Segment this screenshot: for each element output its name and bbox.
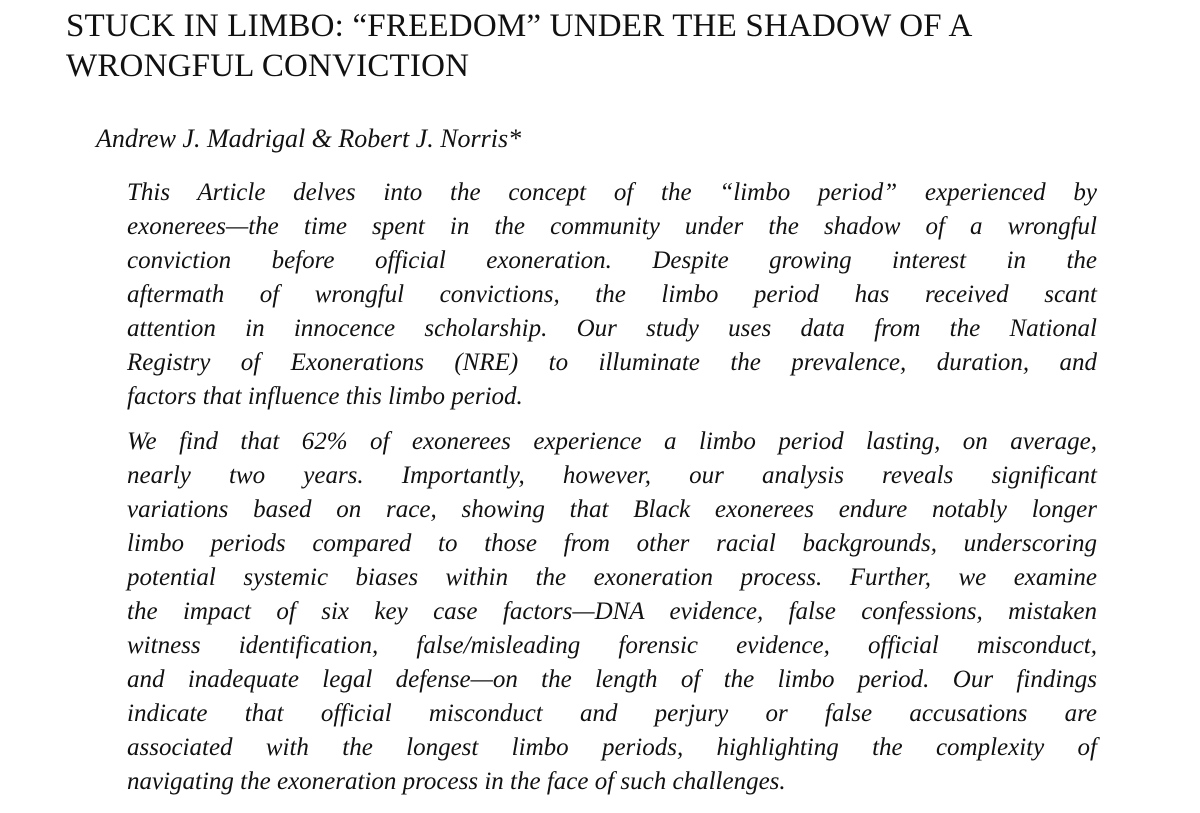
abstract-line: factors that influence this limbo period.	[127, 383, 523, 410]
abstract-line: exonerees—the time spent in the community under the shadow of a wrongful	[127, 213, 1097, 240]
abstract-line: and inadequate legal defense—on the length of the limbo period. Our findings	[127, 666, 1097, 693]
abstract-line: This Article delves into the concept of the “limbo period” experienced by	[127, 179, 1097, 206]
abstract-line: navigating the exoneration process in the face of such challenges.	[127, 768, 786, 795]
title-line: WRONGFUL CONVICTION	[66, 48, 470, 84]
abstract-line: variations based on race, showing that Black exonerees endure notably longer	[127, 496, 1097, 523]
article-title	[66, 6, 1146, 86]
abstract-line: the impact of six key case factors—DNA evidence, false confessions, mistaken	[127, 598, 1097, 625]
abstract-line: attention in innocence scholarship. Our study uses data from the National	[127, 315, 1097, 342]
abstract-paragraph-2	[127, 425, 1097, 799]
abstract-line: aftermath of wrongful convictions, the limbo period has received scant	[127, 281, 1097, 308]
author-line: Andrew J. Madrigal & Robert J. Norris*	[96, 124, 522, 153]
abstract-line: Registry of Exonerations (NRE) to illuminate the prevalence, duration, and	[127, 349, 1097, 376]
abstract-line: limbo periods compared to those from other racial backgrounds, underscoring	[127, 530, 1097, 557]
abstract-paragraph-1	[127, 176, 1097, 414]
abstract-line: witness identification, false/misleading forensic evidence, official misconduct,	[127, 632, 1097, 659]
abstract-line: nearly two years. Importantly, however, our analysis reveals significant	[127, 462, 1097, 489]
abstract-line: indicate that official misconduct and perjury or false accusations are	[127, 700, 1097, 727]
title-line: STUCK IN LIMBO: “FREEDOM” UNDER THE SHADOW OF A	[66, 8, 973, 44]
abstract-line: We find that 62% of exonerees experience a limbo period lasting, on average,	[127, 428, 1097, 455]
abstract-line: potential systemic biases within the exoneration process. Further, we examine	[127, 564, 1097, 591]
abstract-line: conviction before official exoneration. Despite growing interest in the	[127, 247, 1097, 274]
abstract-line: associated with the longest limbo periods, highlighting the complexity of	[127, 734, 1097, 761]
